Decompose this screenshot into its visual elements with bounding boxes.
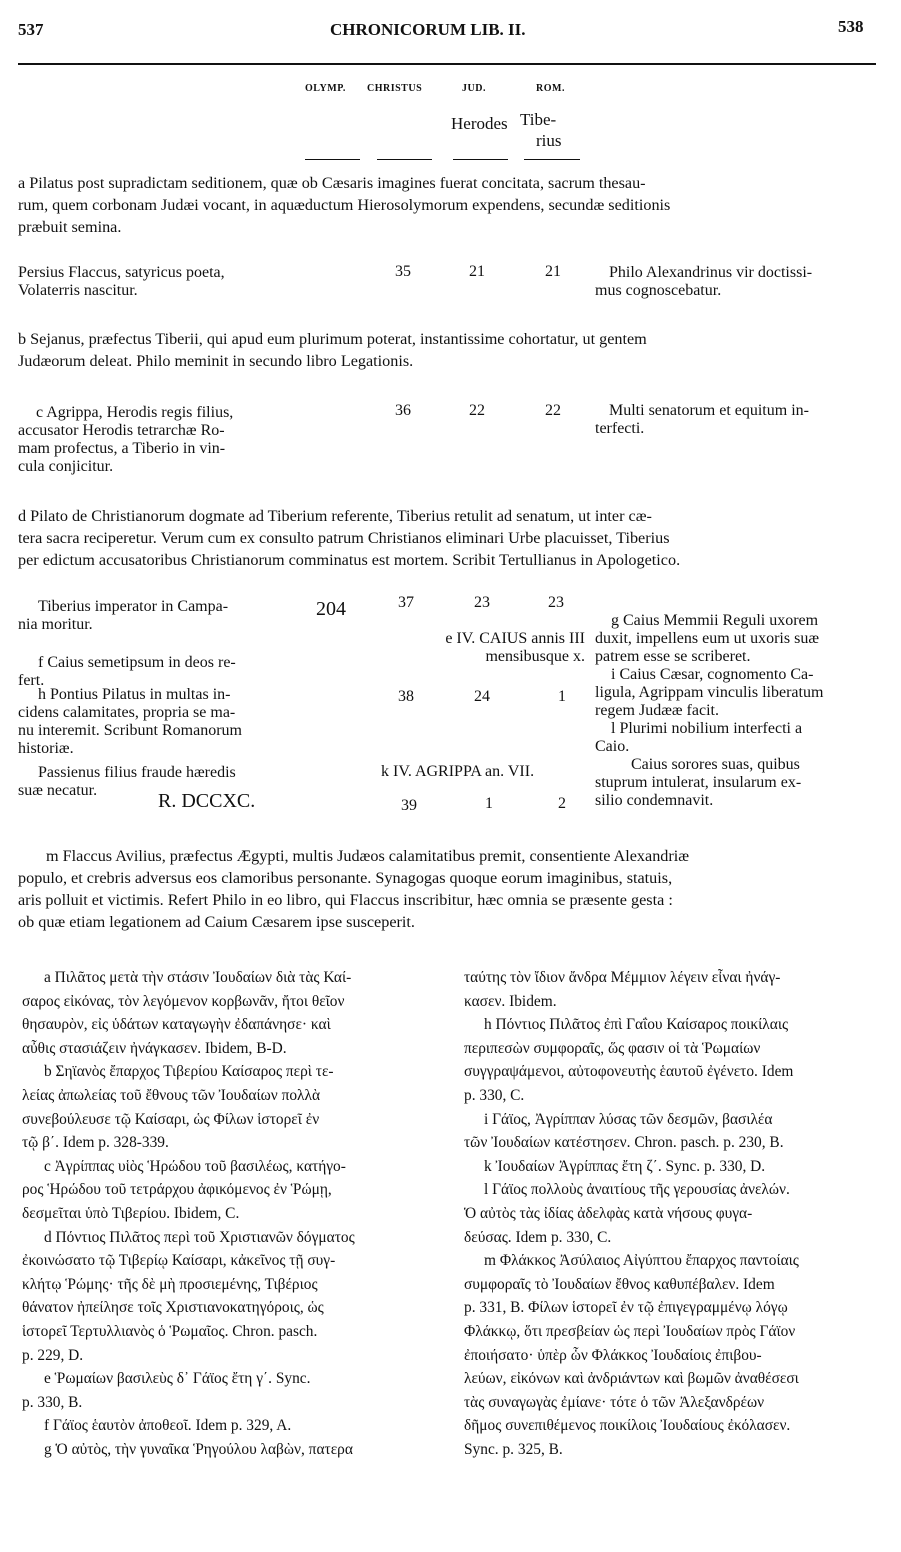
christus-year-204: 204 (316, 598, 346, 620)
greek-right-line-9: k Ἰουδαίων Ἀγρίππας ἔτη ζ΄. Sync. p. 330, D. (484, 1157, 766, 1175)
greek-left-line-2: σαρος εἰκόνας, τὸν λεγόμενον κορβωνᾶν, ἤτοι θεῖον (22, 992, 345, 1010)
row37-right-line-5: ligula, Agrippam vinculis liberatum (595, 684, 824, 701)
row36-left-line-3: mam profectus, a Tiberio in vin- (18, 440, 226, 457)
note-a-line-1: a Pilatus post supradictam seditionem, quæ ob Cæsaris imagines fuerat concitata, sacrum thesau- (18, 174, 646, 192)
greek-right-line-11: Ὁ αὐτὸς τὰς ἰδίας ἀδελφὰς κατὰ νήσους φυγα- (464, 1204, 753, 1222)
row36-left (18, 404, 308, 476)
rom-21: 21 (545, 263, 561, 280)
row37-left-p-line-1: Passienus filius fraude hæredis (38, 764, 236, 781)
note-m-line-4: ob quæ etiam legationem ad Caium Cæsarem ipse susceperit. (18, 913, 415, 931)
header-rule (18, 63, 876, 65)
row37-left-a-line-2: nia moritur. (18, 616, 93, 633)
greek-left-line-7: συνεβούλευσε τῷ Καίσαρι, ὡς Φίλων ἱστορεῖ ἐν (22, 1110, 320, 1128)
greek-left-line-13: ἐκοινώσατο τῷ Τιβερίῳ Καίσαρι, κἀκεῖνος τῇ συγ- (22, 1252, 336, 1270)
row37-right-line-11: silio condemnavit. (595, 792, 714, 809)
row36-left-line-1: c Agrippa, Herodis regis filius, (36, 404, 234, 421)
greek-right-line-8: τῶν Ἰουδαίων κατέστησεν. Chron. pasch. p. 230, B. (464, 1134, 784, 1152)
olymp-36: 36 (395, 402, 411, 419)
row35-left (18, 264, 308, 300)
note-d (18, 505, 868, 571)
greek-left-line-4: αὖθις στασιάζειν ἠνάγκασεν. Ibidem, B-D. (22, 1039, 287, 1057)
rom-1: 1 (558, 688, 566, 705)
olymp-37: 37 (398, 594, 414, 611)
greek-right-line-5: συγγραψάμενοι, αὐτοφονευτὴς ἑαυτοῦ ἐγένετο. Idem (464, 1063, 794, 1081)
note-a (18, 172, 868, 238)
greek-right-line-1: ταύτης τὸν ἴδιον ἄνδρα Μέμμιον λέγειν εἶναι ἠνάγ- (464, 969, 781, 986)
note-b-line-1: b Sejanus, præfectus Tiberii, qui apud eum plurimum poterat, instantissime cohortatur, ut gentem (18, 330, 647, 348)
note-m (18, 845, 876, 933)
jud-1: 1 (485, 795, 493, 812)
greek-right-line-14: συμφοραῖς τὸ Ἰουδαίων ἔθνος καθυπέβαλεν. Idem (464, 1275, 775, 1293)
page-number-right: 538 (838, 17, 864, 36)
jud-22: 22 (469, 402, 485, 419)
greek-right-line-12: δεύσας. Idem p. 330, C. (464, 1228, 612, 1246)
note-b (18, 328, 868, 372)
greek-left-line-3: θησαυρὸν, εἰς ὑδάτων καταγωγὴν ἐδαπάνησε· καὶ (22, 1016, 331, 1034)
row35-left-line-2: Volaterris nascitur. (18, 282, 138, 299)
row37-left-a (18, 598, 308, 634)
note-m-line-1: m Flaccus Avilius, præfectus Ægypti, multis Judæos calamitatibus premit, consentiente Alexandriæ (46, 847, 690, 865)
greek-left-line-15: θάνατον ἠπείλησε τοῖς Χριστιανοκατηγόροις, ὡς (22, 1299, 324, 1317)
greek-footnotes-right (464, 966, 878, 1461)
row37-left-f (18, 654, 308, 690)
col-head-jud: JUD. (462, 83, 486, 94)
row37-left-h-line-4: historiæ. (18, 740, 74, 757)
col-rule-christus (377, 159, 432, 160)
greek-left-line-14: κλήτῳ Ῥώμης· τῆς δὲ μὴ προσιεμένης, Τιβέριος (22, 1275, 318, 1293)
row37-right-line-2: duxit, impellens eum ut uxoris suæ (595, 630, 819, 647)
row37-left-p-line-2: suæ necatur. (18, 782, 98, 799)
jud-24: 24 (474, 688, 490, 705)
greek-right-line-16: Φλάκκῳ, ὅτι πρεσβείαν ὡς περὶ Ἰουδαίων πρὸς Γάϊον (464, 1322, 796, 1340)
greek-right-line-3: h Πόντιος Πιλᾶτος ἐπὶ Γαΐου Καίσαρος ποικίλαις (484, 1016, 789, 1034)
row37-right-line-9: Caius sorores suas, quibus (631, 756, 800, 773)
row36-left-line-2: accusator Herodis tetrarchæ Ro- (18, 422, 225, 439)
row35-right-line-1: Philo Alexandrinus vir doctissi- (609, 264, 813, 281)
row35-left-line-1: Persius Flaccus, satyricus poeta, (18, 264, 225, 281)
row37-right-line-8: Caio. (595, 738, 630, 755)
greek-left-line-6: λείας ἀπωλείας τοῦ ἔθνους τῶν Ἰουδαίων πολλὰ (22, 1086, 321, 1104)
row36-right (595, 402, 875, 438)
row37-right (595, 612, 877, 810)
col-sub-tiberius-2: rius (536, 131, 562, 150)
col-rule-rom (524, 159, 580, 160)
note-d-line-2: tera sacra reciperetur. Verum cum ex consulto patrum Christianos eliminari Urbe placuisset, Tiberius (18, 529, 670, 547)
row37-left-f-line-1: f Caius semetipsum in deos re- (38, 654, 236, 671)
roman-year: R. DCCXC. (158, 790, 256, 812)
greek-left-line-20: f Γάϊος ἑαυτὸν ἀποθεοῖ. Idem p. 329, A. (44, 1417, 292, 1435)
col-head-christus: CHRISTUS (367, 83, 423, 94)
row36-left-line-4: cula conjicitur. (18, 458, 114, 475)
greek-left-line-1: a Πιλᾶτος μετὰ τὴν στάσιν Ἰουδαίων διὰ τὰς Καί- (44, 969, 352, 986)
note-a-line-2: rum, quem corbonam Judæi vocant, in aquæductum Hierosolymorum expendens, secundæ seditionis (18, 196, 671, 214)
note-m-line-3: aris polluit et victimis. Refert Philo in eo libro, qui Flaccus inscribitur, hæc omnia se præsente gesta : (18, 891, 673, 909)
greek-left-line-10: ρος Ἡρώδου τοῦ τετράρχου ἀφικόμενος ἐν Ῥώμῃ, (22, 1181, 332, 1199)
row35-right (595, 264, 875, 300)
greek-footnotes-left (22, 966, 444, 1461)
greek-right-line-13: m Φλάκκος Ἀσύλαιος Αἰγύπτου ἔπαρχος παντοίαις (484, 1252, 799, 1270)
greek-left-line-21: g Ὁ αὐτὸς, τὴν γυναῖκα Ῥηγούλου λαβὼν, πατερα (44, 1440, 353, 1458)
greek-right-line-21: Sync. p. 325, B. (464, 1440, 563, 1458)
rom-2: 2 (558, 795, 566, 812)
note-m-line-2: populo, et crebris adversus eos clamoribus personante. Synagogas quoque eorum imaginibus, statuis, (18, 869, 673, 887)
col-head-rom: ROM. (536, 83, 565, 94)
caius-reign (400, 630, 585, 666)
row37-right-line-6: regem Judææ facit. (595, 702, 719, 719)
row36-right-line-1: Multi senatorum et equitum in- (609, 402, 809, 419)
rom-22: 22 (545, 402, 561, 419)
greek-right-line-15: p. 331, B. Φίλων ἱστορεῖ ἐν τῷ ἐπιγεγραμμένῳ λόγῳ (464, 1299, 788, 1317)
note-d-line-1: d Pilato de Christianorum dogmate ad Tiberium referente, Tiberius retulit ad senatum, ut inter cæ- (18, 507, 652, 525)
row37-right-line-7: l Plurimi nobilium interfecti a (611, 720, 803, 737)
col-rule-jud (453, 159, 508, 160)
row37-right-line-10: stuprum intulerat, insularum ex- (595, 774, 802, 791)
col-rule-olymp (305, 159, 360, 160)
jud-23: 23 (474, 594, 490, 611)
page-number-left: 537 (18, 20, 44, 39)
agrippa-reign: k IV. AGRIPPA an. VII. (381, 763, 535, 780)
row35-right-line-2: mus cognoscebatur. (595, 282, 722, 299)
row37-left-h-line-3: nu interemit. Scribunt Romanorum (18, 722, 242, 739)
greek-left-line-16: ἱστορεῖ Τερτυλλιανὸς ὁ Ῥωμαῖος. Chron. pasch. (22, 1322, 318, 1340)
greek-left-line-8: τῷ β΄. Idem p. 328-339. (22, 1134, 169, 1152)
jud-21: 21 (469, 263, 485, 280)
greek-left-line-19: p. 330, B. (22, 1393, 83, 1411)
greek-right-line-20: δῆμος συνεπιθέμενος ποικίλοις Ἰουδαίους ἐκόλασεν. (464, 1417, 791, 1435)
row37-left-h-line-2: cidens calamitates, propria se ma- (18, 704, 236, 721)
greek-left-line-11: δεσμεῖται ὑπὸ Τιβερίου. Ibidem, C. (22, 1204, 240, 1222)
greek-left-line-12: d Πόντιος Πιλᾶτος περὶ τοῦ Χριστιανῶν δόγματος (44, 1228, 355, 1246)
row37-right-line-3: patrem esse se scriberet. (595, 648, 751, 665)
greek-right-line-2: κασεν. Ibidem. (464, 992, 557, 1010)
caius-reign-line-1: e IV. CAIUS annis III (445, 630, 585, 647)
note-b-line-2: Judæorum deleat. Philo meminit in secundo libro Legationis. (18, 352, 414, 370)
greek-right-line-7: i Γάϊος, Ἀγρίππαν λύσας τῶν δεσμῶν, βασιλέα (484, 1110, 773, 1128)
greek-right-line-10: l Γάϊος πολλοὺς ἀναιτίους τῆς γερουσίας ἀνελών. (484, 1181, 790, 1199)
row37-right-line-1: g Caius Memmii Reguli uxorem (611, 612, 819, 629)
greek-right-line-6: p. 330, C. (464, 1086, 525, 1104)
greek-left-line-9: c Ἀγρίππας υἱὸς Ἡρώδου τοῦ βασιλέως, κατήγο- (44, 1157, 346, 1175)
col-head-olymp: OLYMP. (305, 83, 346, 94)
row37-left-h-line-1: h Pontius Pilatus in multas in- (38, 686, 231, 703)
running-title: CHRONICORUM LIB. II. (330, 20, 526, 39)
olymp-39: 39 (401, 797, 417, 814)
greek-right-line-18: λεύων, εἰκόνων καὶ ἀνδριάντων καὶ βωμῶν ἀναθέσεσι (464, 1370, 799, 1388)
greek-left-line-18: e Ῥωμαίων βασιλεὺς δ᾽ Γάϊος ἔτη γ΄. Sync. (44, 1370, 311, 1388)
rom-23: 23 (548, 594, 564, 611)
row37-left-h (18, 686, 308, 758)
col-sub-tiberius-1: Tibe- (520, 110, 557, 129)
olymp-35: 35 (395, 263, 411, 280)
row37-right-line-4: i Caius Cæsar, cognomento Ca- (611, 666, 814, 683)
greek-right-line-4: περιπεσὼν συμφοραῖς, ὥς φασιν οἱ τὰ Ῥωμαίων (464, 1039, 761, 1057)
note-d-line-3: per edictum accusatoribus Christianorum comminatus est mortem. Scribit Tertullianus in Apologetico. (18, 551, 681, 569)
note-a-line-3: præbuit semina. (18, 218, 122, 236)
col-sub-herodes: Herodes (451, 114, 508, 133)
row37-left-a-line-1: Tiberius imperator in Campa- (38, 598, 229, 615)
caius-reign-line-2: mensibusque x. (485, 648, 585, 665)
row36-right-line-2: terfecti. (595, 420, 645, 437)
olymp-38: 38 (398, 688, 414, 705)
row37-left-f-line-2: fert. (18, 672, 45, 689)
greek-right-line-17: ἐποιήσατο· ὑπὲρ ὧν Φλάκκος Ἰουδαίοις ἐπιβου- (464, 1346, 762, 1364)
greek-left-line-17: p. 229, D. (22, 1346, 84, 1364)
greek-left-line-5: b Σηϊανὸς ἔπαρχος Τιβερίου Καίσαρος περὶ τε- (44, 1063, 334, 1081)
greek-right-line-19: τὰς συναγωγὰς ἐμίανε· τότε ὁ τῶν Ἀλεξανδρέων (464, 1393, 765, 1411)
